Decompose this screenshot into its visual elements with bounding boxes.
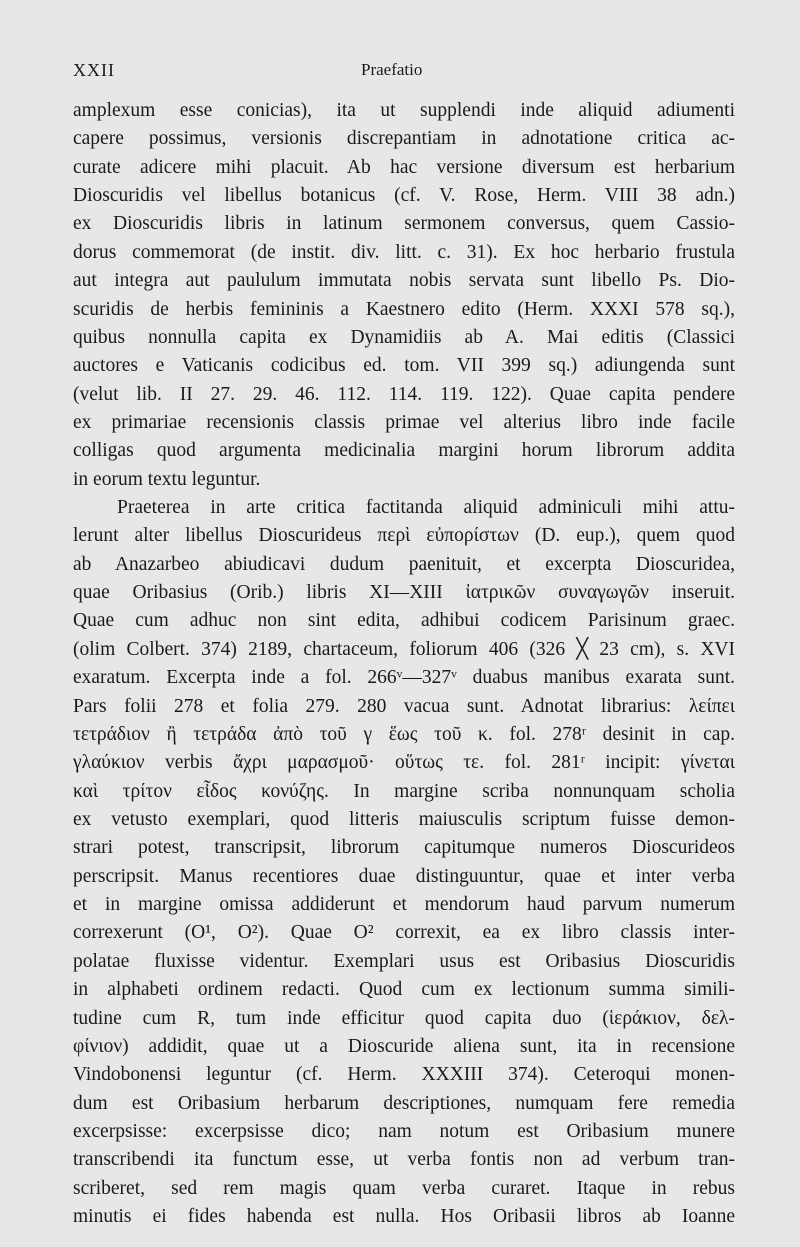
text-line: Quae cum adhuc non sint edita, adhibui codicem Parisinum graec. <box>73 610 735 632</box>
running-header <box>73 60 729 86</box>
text-line: exaratum. Excerpta inde a fol. 266ᵛ—327ᵛ duabus manibus exarata sunt. <box>73 667 735 689</box>
text-line: Dioscuridis vel libellus botanicus (cf. V. Rose, Herm. VIII 38 adn.) <box>73 185 735 207</box>
text-line: perscripsit. Manus recentiores duae distinguuntur, quae et inter verba <box>73 865 735 887</box>
text-line: tudine cum R, tum inde efficitur quod capita duo (ἱεράκιον, δελ- <box>73 1007 735 1029</box>
body-text <box>73 97 735 1231</box>
page-number: XXII <box>73 60 115 80</box>
text-line: et in margine omissa addiderunt et mendorum haud parvum numerum <box>73 894 735 916</box>
paragraph-last-line: in eorum textu leguntur. <box>73 468 261 490</box>
text-line: excerpsisse: excerpsisse dico; nam notum est Oribasium munere <box>73 1120 735 1142</box>
text-line: amplexum esse conicias), ita ut supplendi inde aliquid adiumenti <box>73 100 735 121</box>
text-line: γλαύκιον verbis ἄχρι μαρασμοῦ· οὕτως τε. fol. 281ʳ incipit: γίνεται <box>73 752 735 774</box>
text-line: scuridis de herbis femininis a Kaestnero edito (Herm. XXXI 578 sq.), <box>73 298 735 320</box>
text-line: quae Oribasius (Orib.) libris XI—XIII ἰατρικῶν συναγωγῶν inseruit. <box>73 582 735 604</box>
text-line: ex vetusto exemplari, quod litteris maiusculis scriptum fuisse demon- <box>73 808 735 830</box>
text-line: dum est Oribasium herbarum descriptiones, numquam fere remedia <box>73 1092 735 1114</box>
text-line: auctores e Vaticanis codicibus ed. tom. VII 399 sq.) adiungenda sunt <box>73 355 735 377</box>
text-line: polatae fluxisse videntur. Exemplari usus est Oribasius Dioscuridis <box>73 950 735 972</box>
text-line: aut integra aut paululum immutata nobis servata sunt libello Ps. Dio- <box>73 270 735 292</box>
text-line: colligas quod argumenta medicinalia margini horum librorum addita <box>73 440 735 462</box>
text-line: in alphabeti ordinem redacti. Quod cum ex lectionum summa simili- <box>73 979 735 1001</box>
text-line: dorus commemorat (de instit. div. litt. c. 31). Ex hoc herbario frustula <box>73 241 735 263</box>
text-line: correxerunt (O¹, O²). Quae O² correxit, ea ex libro classis inter- <box>73 922 735 944</box>
running-title: Praefatio <box>361 60 423 79</box>
text-line: τετράδιον ἢ τετράδα ἀπὸ τοῦ γ ἕως τοῦ κ. fol. 278ʳ desinit in cap. <box>73 723 735 745</box>
paragraph-first-line: Praeterea in arte critica factitanda aliquid adminiculi mihi attu- <box>117 497 735 519</box>
text-line: strari potest, transcripsit, librorum capitumque numeros Dioscurideos <box>73 837 735 859</box>
text-line: (velut lib. II 27. 29. 46. 112. 114. 119. 122). Quae capita pendere <box>73 383 735 405</box>
text-line: ex primariae recensionis classis primae vel alterius libro inde facile <box>73 411 735 433</box>
text-line: capere possimus, versionis discrepantiam in adnotatione critica ac- <box>73 128 735 150</box>
text-line: Vindobonensi leguntur (cf. Herm. XXXIII 374). Ceteroqui monen- <box>73 1064 735 1086</box>
text-line: ex Dioscuridis libris in latinum sermonem conversus, quem Cassio- <box>73 213 735 235</box>
text-line: καὶ τρίτον εἶδος κονύζης. In margine scriba nonnunquam scholia <box>73 780 735 802</box>
text-line: transcribendi ita functum esse, ut verba fontis non ad verbum tran- <box>73 1149 735 1171</box>
text-line: φίνιον) addidit, quae ut a Dioscuride aliena sunt, ita in recensione <box>73 1035 735 1057</box>
text-line: curate adicere mihi placuit. Ab hac versione diversum est herbarium <box>73 156 735 178</box>
text-line: scriberet, sed rem magis quam verba curaret. Itaque in rebus <box>73 1177 735 1199</box>
text-line: Pars folii 278 et folia 279. 280 vacua sunt. Adnotat librarius: λείπει <box>73 695 735 717</box>
text-line: quibus nonnulla capita ex Dynamidiis ab A. Mai editis (Classici <box>73 326 735 348</box>
text-line: minutis ei fides habenda est nulla. Hos Oribasii libros ab Ioanne <box>73 1206 735 1228</box>
text-line: ab Anazarbeo abiudicavi dudum paenituit, et excerpta Dioscuridea, <box>73 553 735 575</box>
text-line: lerunt alter libellus Dioscurideus περὶ εὐπορίστων (D. eup.), quem quod <box>73 525 735 547</box>
text-line: (olim Colbert. 374) 2189, chartaceum, foliorum 406 (326 ╳ 23 cm), s. XVI <box>73 638 735 660</box>
